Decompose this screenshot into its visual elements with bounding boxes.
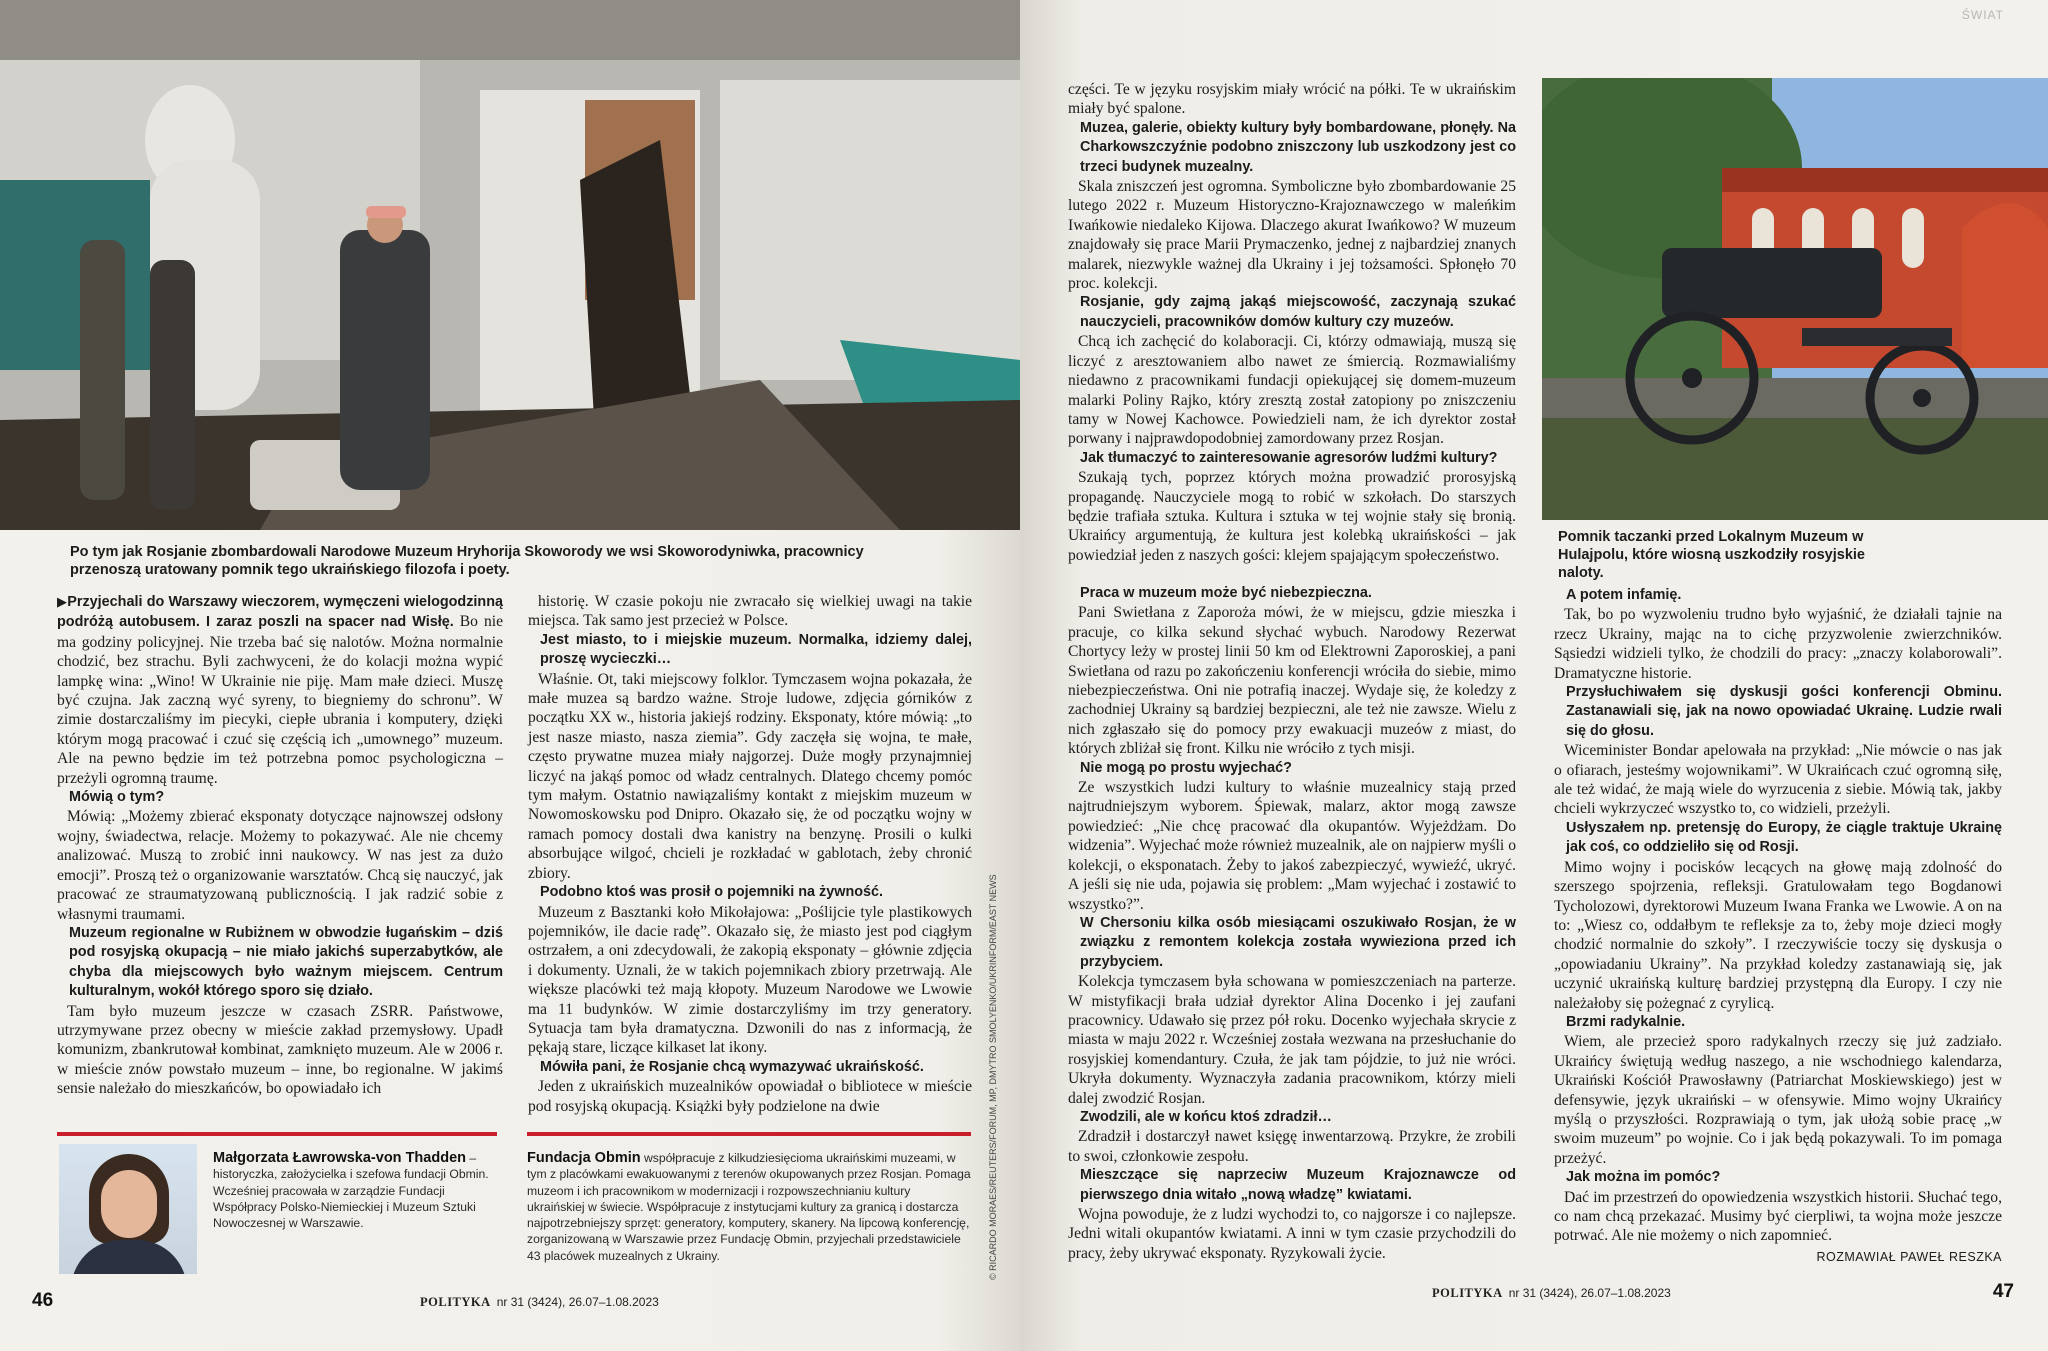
foundation-description [527, 1150, 971, 1264]
answer-paragraph: Zdradził i dostarczył nawet księgę inwentarzową. Przykre, że zrobili to swoi, członkowie zespołu. [1068, 1128, 1516, 1165]
answer-paragraph: Mówią: „Możemy zbierać eksponaty dotyczące najnowszej odsłony wojny, świadectwa, relacje. Możemy to pokazywać. Ale nie chcemy analizować. Muszą to zrobić inni naukowcy. W nas jest za dużo emocji”. Proszą też o organizowanie warsztatów. Chcą się nauczyć, jak pracować ze straumatyzowaną publicznością. I jak radzić sobie z własnymi traumami. [57, 808, 503, 923]
interview-question: Podobno ktoś was prosił o pojemniki na żywność. [540, 884, 884, 901]
foundation-name: Fundacja Obmin [527, 1150, 641, 1166]
article-column-2 [528, 592, 972, 1116]
author-bio-box [57, 1132, 497, 1282]
answer-paragraph: Mimo wojny i pocisków lecących na głowę mają zdolność do szerszego spojrzenia, refleksji. Gratulowałam tego Bogdanowi Tycholozowi, dyrektorowi Muzeum Iwana Franka we Lwowie. A on na to: „Wiesz co, oddałbym te refleksje za to, żeby moje dzieci mogły chodzić normalnie do szkoły”. I rzeczywiście toczy się dyskusja o „opowiadaniu Ukrainy”. Na przykład koledzy zastanawiają się, jak uczynić ukraińską kulturę bardziej przystępną dla Europy. I czy nie należałoby się pożegnać z cyrylicą. [1554, 858, 2002, 1012]
footer-right [1432, 1286, 1671, 1301]
issue-info: nr 31 (3424), 26.07–1.08.2023 [496, 1295, 659, 1309]
foundation-box [527, 1132, 971, 1264]
footer-left [420, 1295, 659, 1310]
interview-question: Jak można im pomóc? [1566, 1169, 1721, 1186]
interviewer-signature: ROZMAWIAŁ PAWEŁ RESZKA [1816, 1249, 2002, 1264]
interview-question: Jest miasto, to i miejskie muzeum. Normalka, idziemy dalej, proszę wycieczki… [540, 631, 972, 668]
interview-question: Mieszczące się naprzeciw Muzeum Krajoznawcze od pierwszego dnia witało „nową władzę” kwiatami. [1080, 1167, 1516, 1203]
answer-paragraph: Wojna powoduje, że z ludzi wychodzi to, co najgorsze i co najlepsze. Jedni witali okupantów kwiatami. A inni w tym czasie przychodzili do pracy, żeby ukrywać eksponaty. Ryzykowali życie. [1068, 1206, 1516, 1262]
answer-paragraph: części. Te w języku rosyjskim miały wrócić na półki. Te w ukraińskim miały być spalone. [1068, 81, 1516, 118]
answer-paragraph: Skala zniszczeń jest ogromna. Symboliczne było zbombardowanie 25 lutego 2022 r. Muzeum Historyczno-Krajoznawczego w maleńkim Iwańkowie niedaleko Kijowa. Dlaczego akurat Iwańkowo? W muzeum znajdowały się prace Marii Prymaczenko, jednej z najbardziej znanych malarek, niezwykle ważnej dla Ukrainy i jej tożsamości. Spłonęło 70 proc. kolekcji. [1068, 178, 1516, 293]
interview-question: Zwodzili, ale w końcu ktoś zdradził… [1080, 1108, 1332, 1125]
photo-skovoroda-monument [0, 0, 1020, 530]
interview-question: Mówią o tym? [69, 789, 165, 806]
lead-intro: Przyjechali do Warszawy wieczorem, wymęczeni wielogodzinną podróżą autobusem. I zaraz poszli na spacer nad Wisłę. [57, 594, 504, 631]
answer-paragraph: Chcą ich zachęcić do kolaboracji. Ci, którzy odmawiają, muszą się liczyć z aresztowaniem albo nawet ze śmiercią. Rozmawialiśmy niedawno z pracownikami fundacji opiekującej się domem-muzeum malarki Poliny Rajko, który zresztą został zatopiony po zniszczeniu tamy w Nowej Kachowce. Powiedzieli nam, że ich dyrektor został porwany i najprawdopodobniej zamordowany przez Rosjan. [1068, 333, 1516, 448]
lead-paragraph [57, 592, 503, 788]
answer-paragraph: Tak, bo po wyzwoleniu trudno było wyjaśnić, że działali tajnie na rzecz Ukrainy, mając na to cichę przyzwolenie zwierzchników. Sąsiedzi widzieli tylko, że chodzili do pracy: „znaczy kolaborowali”. Dramatyczne historie. [1554, 606, 2002, 682]
interview-question: W Chersoniu kilka osób miesiącami oszukiwało Rosjan, że w związku z remontem kolekcja została wywieziona przed ich przybyciem. [1080, 914, 1516, 970]
photo-credit-text: © RICARDO MORAES/REUTERS/FORUM, MP, DMYTRO SMOLYENKO/UKRINFORM/EAST NEWS [988, 874, 998, 1280]
photo-illustration [0, 0, 1020, 530]
author-description: – historyczka, założycielka i szefowa fundacji Obmin. Wcześniej pracowała w zarządzie Fundacji Współpracy Polsko-Niemieckiej i Muzeum Sztuki Nowoczesnej w Warszawie. [213, 1151, 489, 1231]
article-column-5 [1554, 586, 2002, 1267]
answer-paragraph: Kolekcja tymczasem była schowana w pomieszczeniach na parterze. W mistyfikacji brała udział dyrektor Alina Docenko i jej zaufani pracownicy. Udawało się przez pół roku. Docenko wyjechała skrycie z miasta w maju 2022 r. Wcześniej została wezwana na przesłuchanie do rosyjskiej komendantury. Czuła, że jak tam pójdzie, to już nie wróci. Ukryła dokumenty. Wyznaczyła zadania pracownikom, którzy mieli dalej zwodzić Rosjan. [1068, 973, 1516, 1107]
foundation-text: współpracuje z kilkudziesięcioma ukraińskimi muzeami, w tym z placówkami ewakuowanymi z terenów okupowanych przez Rosjan. Pomaga muzeom i ich pracownikom w modernizacji i rozpowszechnianiu kultury ukraińskiej w świecie. Współpracuje z instytucjami kultury za granicą i dostarcza najpotrzebniejszy sprzęt: generatory, komputery, skanery. Na lipcową konferencję, zorganizowaną w Warszawie przez Fundację Obmin, przyjechali przedstawiciele 43 placówek muzealnych z Ukrainy. [527, 1151, 971, 1263]
lead-text: Bo nie ma godziny policyjnej. Nie trzeba bać się nalotów. Można normalnie chodzić, bez strachu. Byli zachwyceni, że do kolacji można wypić lampkę wina: „Wino! W Ukrainie nie piję. Mam małe dzieci. Muszę być czujna. Jak zaczną wyć syreny, to biegniemy do schronu”. W zimie dostarczaliśmy im piecyki, ciepłe ubrania i komputery, dzięki którym mogą pracować i czuć się częścią ich „umownego” muzeum. Ale na pewno będzie im też potrzebna pomoc psychologiczna – przeżyli ogromną traumę. [57, 613, 503, 787]
avatar [59, 1144, 197, 1274]
interview-question: Usłyszałem np. pretensję do Europy, że ciągle traktuje Ukrainę jak coś, co oddzieliło się od Rosji. [1566, 819, 2002, 856]
page-number-left: 46 [32, 1290, 54, 1311]
article-column-3 [1068, 80, 1516, 565]
answer-paragraph: Właśnie. Ot, taki miejscowy folklor. Tymczasem wojna pokazała, że małe muzea są bardzo ważne. Stroje ludowe, zdjęcia górników z początku XX w., historia jakiejś rodziny. Eksponaty, które mówią: „to jest nasze miasto, nasza ziemia”. Gdy zaczęła się wojna, te małe, często prywatne muzea miały najgorzej. Duże mogły przynajmniej liczyć na jakąś pomoc od władz centralnych. Dlatego chcemy pomóc tym małym. Ostatnio nawiązaliśmy kontakt z miejskim muzeum w Nowomoskowsku pod Dnipro. Okazało się, że od początku wojny w ramach pomocy dostali dwa kanistry na benzynę. Prosili o kulki absorbujące wilgoć, chcieli je rozkładać w gablotach, żeby chronić zbiory. [528, 670, 972, 882]
lead-arrow-icon: ▶ [57, 595, 68, 610]
answer-paragraph: Dać im przestrzeń do opowiedzenia wszystkich historii. Słuchać tego, co nam chcą przekazać. Musimy być cierpliwi, ta wojna może jeszcze potrwać. Ale nie możemy o nich zapomnieć. [1554, 1188, 2002, 1245]
answer-paragraph: Ze wszystkich ludzi kultury to właśnie muzealnicy stają przed najtrudniejszym wyborem. Śpiewak, malarz, aktor mogą zawsze powiedzieć: „Nie chcę pracować dla okupantów. Wyjeżdżam. Do widzenia”. Wyjechać może również muzealnik, ale on najpierw myśli o kolekcji, o eksponatach. Żeby to jakoś zabezpieczyć, wywieźć, ukryć. A jeśli się nie uda, pojawia się problem: „Mam wyjechać i zostawić to wszystko?”. [1068, 779, 1516, 913]
author-bio [213, 1150, 497, 1231]
answer-paragraph: Pani Swietłana z Zaporoża mówi, że w miejscu, gdzie mieszka i pracuje, co kilka sekund słychać wybuch. Narodowy Rezerwat Chortycy leży w prostej linii 50 km od Elektrowni Zaporoskiej, a pani Swietłana od razu po zakończeniu konferencji wróciła do siebie, mimo niebezpieczeństwa. Oni nie potrafią inaczej. Wydaje się, że koledzy z zachodniej Ukrainy są bardziej bezpieczni, ale też nie zawsze. Wielu z nich zgłaszało się do pomocy przy ewakuacji muzeów z miast, do których zbliżał się front. Kilku nie wróciło z tych misji. [1068, 604, 1516, 758]
interview-question: Muzea, galerie, obiekty kultury były bombardowane, płonęły. Na Charkowszczyźnie podobno zniszczony lub uszkodzony jest co trzeci budynek muzealny. [1080, 119, 1516, 175]
photo-credit [988, 874, 1004, 1280]
answer-paragraph: Szukają tych, poprzez których można prowadzić prorosyjską propagandę. Nauczyciele mogą to robić w szkołach. Do starszych będzie trafiała sztuka. Kultura i sztuka w tej wojnie stały się bronią. Ukraińcy argumentują, że kultura jest kolebką ukraińskości – jak powiedział jeden z naszych gości: klejem spajającym społeczeństwo. [1068, 469, 1516, 564]
right-page [1020, 0, 2048, 1351]
author-name: Małgorzata Ławrowska-von Thadden [213, 1150, 466, 1166]
interview-question: Jak tłumaczyć to zainteresowanie agresorów ludźmi kultury? [1080, 449, 1498, 466]
interview-question: Muzeum regionalne w Rubiżnem w obwodzie ługańskim – dziś pod rosyjską okupacją – nie miało jakichś superzabytków, ale chyba dla miejscowych było ważnym miejscem. Centrum kulturalnym, wokół którego sporo się działo. [69, 924, 503, 1000]
photo-tachanka-monument [1542, 78, 2048, 520]
answer-paragraph: Muzeum z Basztanki koło Mikołajowa: „Poślijcie tyle plastikowych pojemników, ile dacie radę”. Okazało się, że miasto jest pod ciągłym ostrzałem, a oni zdecydowali, że zakopią eksponaty – głównie zdjęcia i dokumenty. Uznali, że w takich pojemnikach zbiory przetrwają. Ale większe placówki też mają kłopoty. Muzeum Narodowe we Lwowie ma 11 budynków. W zimie dostarczyliśmy im trzy generatory. Sytuacja tam była dramatyczna. Dzwonili do nas z informacją, że pękają stare, liczące kilkaset lat ikony. [528, 903, 972, 1057]
answer-paragraph: Tam było muzeum jeszcze w czasach ZSRR. Państwowe, utrzymywane przez obecny w mieście zakład przemysłowy. Upadł komunizm, zbankrutował kombinat, zamknięto muzeum. Ale w 2006 r. w mieście znów powstało muzeum – inne, bo regionalne. W jakimś sensie należało do mieszkańców, bo opowiadało ich [57, 1002, 503, 1098]
photo-caption: Pomnik taczanki przed Lokalnym Muzeum w Hulajpolu, które wiosną uszkodziły rosyjskie naloty. [1558, 529, 1865, 581]
photo-caption: Po tym jak Rosjanie zbombardowali Narodowe Muzeum Hryhorija Skoworody we wsi Skoworodyniwka, pracownicy przenoszą uratowany pomnik tego ukraińskiego filozofa i poety. [70, 544, 864, 578]
left-page [0, 0, 1020, 1351]
answer-paragraph: Wiceminister Bondar apelowała na przykład: „Nie mówcie o nas jak o ofiarach, jesteśmy wojownikami”. W Ukraińcach czuć ogromną siłę, ale też widać, że mają wiele do wyrzucenia z siebie. Mówią tak, jakby chcieli wykrzyczeć wszystko to, co widzieli, przeżyli. [1554, 742, 2002, 818]
answer-paragraph: Wiem, ale przecież sporo radykalnych rzeczy się już zadziało. Ukraińcy świętują według naszego, a nie wschodniego kalendarza, Ukraiński Kościół Prawosławny (Patriarchat Moskiewskiego) jest w defensywie, język ukraiński – w ofensywie. Mimo wojny Ukraińcy myślą o przyszłości. Rozprawiają o tym, jak ułożą sobie pracę „w swoim muzeum” po wojnie. Co i jak będą pokazywali. To im pomaga przeżyć. [1554, 1033, 2002, 1167]
article-column-1 [57, 592, 503, 1099]
article-column-4 [1068, 584, 1516, 1263]
masthead: POLITYKA [420, 1295, 491, 1309]
masthead: POLITYKA [1432, 1286, 1503, 1300]
interview-question: Rosjanie, gdy zajmą jakąś miejscowość, zaczynają szukać nauczycieli, pracowników domów kultury czy muzeów. [1080, 294, 1516, 330]
answer-paragraph: historię. W czasie pokoju nie zwracało się wielkiej uwagi na takie miejsca. Tak samo jest przecież w Polsce. [528, 593, 972, 630]
photo-illustration [1542, 78, 2048, 520]
interview-question: Mówiła pani, że Rosjanie chcą wymazywać ukraińskość. [540, 1058, 924, 1075]
page-number-right: 47 [1992, 1281, 2014, 1302]
interview-question: Nie mogą po prostu wyjechać? [1080, 759, 1292, 776]
answer-paragraph: Jeden z ukraińskich muzealników opowiadał o bibliotece w mieście pod rosyjską okupacją. Książki były podzielone na dwie [528, 1078, 972, 1115]
section-tag: ŚWIAT [1961, 8, 2004, 22]
interview-question: Brzmi radykalnie. [1566, 1013, 1686, 1030]
interview-question: Przysłuchiwałem się dyskusji gości konferencji Obminu. Zastanawiali się, jak na nowo opowiadać Ukrainę. Ludzie rwali się do głosu. [1566, 684, 2002, 739]
issue-info: nr 31 (3424), 26.07–1.08.2023 [1508, 1286, 1671, 1300]
interview-question: Praca w muzeum może być niebezpieczna. [1080, 585, 1372, 601]
interview-question: A potem infamię. [1566, 587, 1682, 603]
